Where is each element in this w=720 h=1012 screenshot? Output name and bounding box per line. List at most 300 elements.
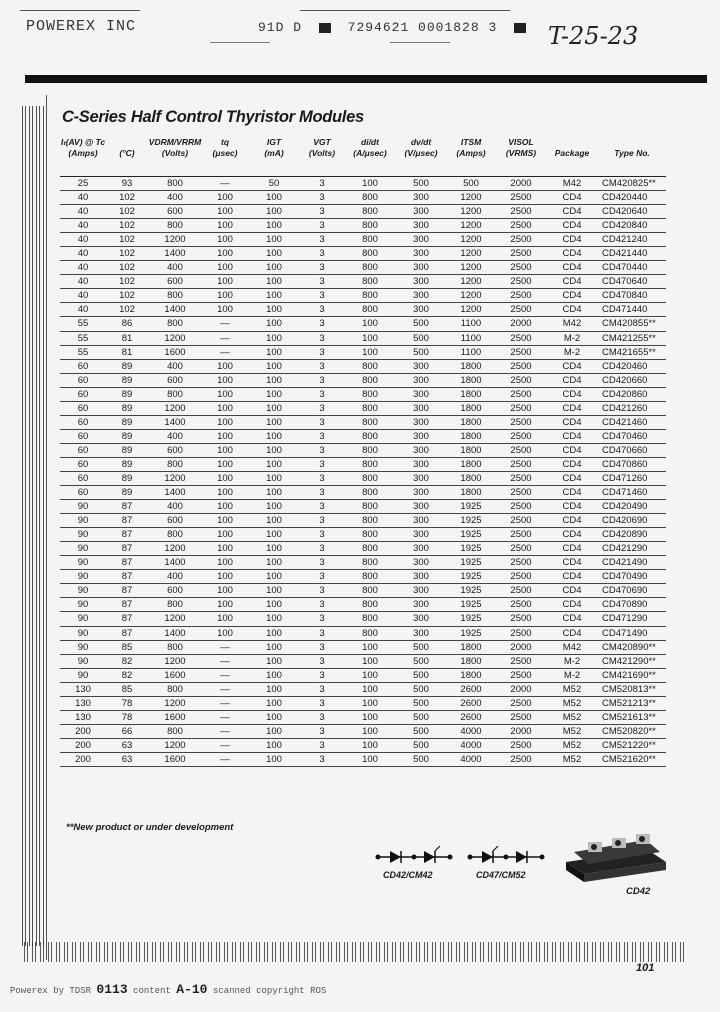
table-cell: 300 [396, 457, 446, 471]
col-didt: di/dt (A/μsec) [344, 137, 396, 177]
scan-header [0, 0, 720, 60]
table-cell: CD471290 [598, 612, 666, 626]
table-cell: 87 [106, 556, 148, 570]
table-cell: 500 [396, 682, 446, 696]
table-cell: 89 [106, 387, 148, 401]
table-body [60, 177, 666, 767]
table-cell: 3 [300, 191, 344, 205]
table-cell: 300 [396, 556, 446, 570]
table-row [60, 598, 666, 612]
table-cell: 2500 [496, 247, 546, 261]
table-cell: 200 [60, 752, 106, 766]
table-cell: 100 [344, 654, 396, 668]
table-cell: CD421440 [598, 247, 666, 261]
table-cell: 800 [344, 457, 396, 471]
table-cell: 90 [60, 514, 106, 528]
table-cell: 300 [396, 191, 446, 205]
table-row [60, 612, 666, 626]
table-cell: 1400 [148, 303, 202, 317]
table-row [60, 528, 666, 542]
table-cell: CD470440 [598, 261, 666, 275]
table-cell: 3 [300, 738, 344, 752]
table-cell: 2600 [446, 710, 496, 724]
table-cell: 90 [60, 542, 106, 556]
table-cell: 300 [396, 387, 446, 401]
table-cell: CM421255** [598, 331, 666, 345]
table-cell: CD470490 [598, 570, 666, 584]
table-cell: 2500 [496, 373, 546, 387]
table-cell: 3 [300, 500, 344, 514]
table-row [60, 486, 666, 500]
table-cell: 800 [148, 598, 202, 612]
table-cell: 300 [396, 415, 446, 429]
table-cell: 100 [248, 345, 300, 359]
diagram-label-cd47: CD47/CM52 [476, 870, 526, 880]
table-cell: 3 [300, 261, 344, 275]
table-cell: 800 [344, 626, 396, 640]
table-cell: 100 [202, 191, 248, 205]
table-cell: 3 [300, 612, 344, 626]
col-type-no: Type No. [598, 137, 666, 177]
col-igt: IGT (mA) [248, 137, 300, 177]
table-cell: 100 [248, 191, 300, 205]
table-cell: 60 [60, 387, 106, 401]
table-cell: 300 [396, 542, 446, 556]
table-cell: 400 [148, 261, 202, 275]
table-cell: — [202, 668, 248, 682]
table-cell: 200 [60, 724, 106, 738]
table-cell: 100 [248, 738, 300, 752]
table-cell: — [202, 654, 248, 668]
table-cell: 102 [106, 219, 148, 233]
table-cell: 100 [202, 401, 248, 415]
table-cell: 1200 [446, 275, 496, 289]
table-cell: CD4 [546, 486, 598, 500]
table-cell: CD4 [546, 429, 598, 443]
table-cell: 3 [300, 247, 344, 261]
table-cell: 100 [202, 387, 248, 401]
table-cell: CD4 [546, 275, 598, 289]
table-cell: CD471460 [598, 486, 666, 500]
table-cell: 100 [344, 738, 396, 752]
table-cell: 87 [106, 500, 148, 514]
table-row [60, 429, 666, 443]
table-cell: 102 [106, 275, 148, 289]
table-cell: 500 [396, 710, 446, 724]
table-cell: 100 [202, 598, 248, 612]
table-cell: 2000 [496, 682, 546, 696]
table-cell: 3 [300, 696, 344, 710]
table-cell: 200 [60, 738, 106, 752]
table-cell: CD470460 [598, 429, 666, 443]
table-row [60, 443, 666, 457]
table-cell: 800 [344, 289, 396, 303]
table-cell: 3 [300, 570, 344, 584]
col-vgt: VGT (Volts) [300, 137, 344, 177]
table-row [60, 387, 666, 401]
table-cell: 2500 [496, 261, 546, 275]
table-cell: 100 [202, 584, 248, 598]
table-cell: 100 [248, 387, 300, 401]
table-cell: 89 [106, 429, 148, 443]
table-row [60, 696, 666, 710]
table-cell: 2500 [496, 303, 546, 317]
table-cell: 130 [60, 710, 106, 724]
table-cell: 800 [344, 205, 396, 219]
table-cell: 89 [106, 359, 148, 373]
table-cell: 100 [248, 429, 300, 443]
table-cell: 50 [248, 177, 300, 191]
table-cell: 89 [106, 401, 148, 415]
table-cell: M52 [546, 682, 598, 696]
table-cell: 800 [344, 598, 396, 612]
table-cell: 600 [148, 584, 202, 598]
table-cell: CD4 [546, 219, 598, 233]
col-itsm: ITSM (Amps) [446, 137, 496, 177]
table-cell: CD421240 [598, 233, 666, 247]
table-row [60, 303, 666, 317]
table-row [60, 500, 666, 514]
thyristor-spec-table [60, 137, 666, 767]
table-cell: 800 [344, 612, 396, 626]
table-row [60, 471, 666, 485]
table-cell: 100 [248, 710, 300, 724]
table-cell: 1200 [148, 696, 202, 710]
table-cell: 1200 [148, 331, 202, 345]
table-cell: CD4 [546, 401, 598, 415]
table-cell: 100 [248, 514, 300, 528]
table-cell: 78 [106, 710, 148, 724]
table-cell: 3 [300, 331, 344, 345]
table-cell: 1925 [446, 528, 496, 542]
table-cell: 2500 [496, 654, 546, 668]
table-cell: 100 [202, 542, 248, 556]
table-cell: M-2 [546, 668, 598, 682]
table-cell: 100 [248, 570, 300, 584]
table-cell: 800 [344, 191, 396, 205]
table-cell: 1925 [446, 500, 496, 514]
table-cell: 100 [344, 710, 396, 724]
header-rule [210, 42, 270, 43]
table-cell: 1800 [446, 471, 496, 485]
table-cell: 100 [248, 471, 300, 485]
table-cell: 3 [300, 556, 344, 570]
table-row [60, 219, 666, 233]
table-cell: 3 [300, 654, 344, 668]
table-cell: CM420825** [598, 177, 666, 191]
table-cell: 1800 [446, 640, 496, 654]
table-cell: 100 [202, 514, 248, 528]
table-cell: 300 [396, 584, 446, 598]
table-cell: 60 [60, 401, 106, 415]
table-cell: 100 [248, 640, 300, 654]
table-cell: 85 [106, 640, 148, 654]
table-cell: 100 [248, 500, 300, 514]
table-cell: 800 [148, 682, 202, 696]
table-cell: 100 [248, 205, 300, 219]
table-cell: 87 [106, 514, 148, 528]
table-cell: CD4 [546, 205, 598, 219]
table-cell: 800 [148, 317, 202, 331]
table-cell: 2500 [496, 275, 546, 289]
table-cell: 1400 [148, 415, 202, 429]
table-cell: 100 [344, 752, 396, 766]
table-cell: 2500 [496, 359, 546, 373]
table-row [60, 752, 666, 766]
table-cell: CM421290** [598, 654, 666, 668]
table-cell: 300 [396, 247, 446, 261]
table-cell: 55 [60, 317, 106, 331]
table-cell: 1400 [148, 556, 202, 570]
table-cell: CD470660 [598, 443, 666, 457]
table-cell: CM521220** [598, 738, 666, 752]
table-cell: 63 [106, 752, 148, 766]
table-cell: M-2 [546, 345, 598, 359]
table-cell: 2500 [496, 219, 546, 233]
table-cell: 800 [344, 500, 396, 514]
table-row [60, 542, 666, 556]
table-cell: CD4 [546, 233, 598, 247]
table-cell: 100 [202, 626, 248, 640]
table-cell: — [202, 752, 248, 766]
table-cell: 3 [300, 177, 344, 191]
table-cell: CD420860 [598, 387, 666, 401]
table-cell: 25 [60, 177, 106, 191]
table-row [60, 401, 666, 415]
table-cell: CD4 [546, 556, 598, 570]
table-cell: CD4 [546, 261, 598, 275]
table-cell: 100 [202, 429, 248, 443]
table-cell: 1400 [148, 626, 202, 640]
table-cell: 1800 [446, 443, 496, 457]
table-cell: 500 [396, 724, 446, 738]
table-cell: 3 [300, 205, 344, 219]
table-cell: 1800 [446, 359, 496, 373]
table-cell: 2500 [496, 626, 546, 640]
table-cell: 100 [202, 219, 248, 233]
table-cell: 100 [202, 205, 248, 219]
header-rule [20, 10, 140, 11]
table-cell: 3 [300, 457, 344, 471]
table-cell: 100 [344, 668, 396, 682]
table-cell: 100 [248, 584, 300, 598]
table-cell: 89 [106, 443, 148, 457]
table-cell: 1925 [446, 542, 496, 556]
table-cell: 40 [60, 247, 106, 261]
table-cell: 60 [60, 443, 106, 457]
table-cell: CD421460 [598, 415, 666, 429]
footer-stamp: Powerex by TDSR 0113 content A-10 scanned copyright ROS [10, 982, 327, 997]
table-cell: 800 [344, 373, 396, 387]
table-cell: 2500 [496, 528, 546, 542]
table-cell: 100 [248, 303, 300, 317]
table-cell: CM520813** [598, 682, 666, 696]
table-cell: 87 [106, 542, 148, 556]
table-cell: CD4 [546, 289, 598, 303]
table-cell: CD4 [546, 542, 598, 556]
table-cell: 100 [202, 471, 248, 485]
table-cell: CD420840 [598, 219, 666, 233]
table-cell: 90 [60, 668, 106, 682]
table-cell: 100 [202, 247, 248, 261]
table-cell: 2500 [496, 331, 546, 345]
header-rule [300, 10, 510, 11]
table-cell: 2500 [496, 752, 546, 766]
table-cell: 82 [106, 654, 148, 668]
table-cell: 100 [248, 331, 300, 345]
col-vdrm: VDRM/VRRM (Volts) [148, 137, 202, 177]
table-cell: 2500 [496, 542, 546, 556]
table-cell: 100 [344, 682, 396, 696]
table-cell: 800 [344, 471, 396, 485]
table-row [60, 640, 666, 654]
table-cell: 300 [396, 598, 446, 612]
table-cell: — [202, 640, 248, 654]
table-cell: 2500 [496, 457, 546, 471]
table-cell: 600 [148, 443, 202, 457]
table-cell: 100 [202, 233, 248, 247]
table-cell: 3 [300, 486, 344, 500]
table-cell: 500 [396, 752, 446, 766]
table-cell: 89 [106, 457, 148, 471]
table-cell: 100 [202, 303, 248, 317]
table-cell: 1200 [148, 612, 202, 626]
table-cell: 1200 [148, 233, 202, 247]
table-cell: CD4 [546, 303, 598, 317]
table-cell: 300 [396, 275, 446, 289]
company-name: POWEREX INC [26, 18, 137, 35]
table-cell: CD470890 [598, 598, 666, 612]
table-cell: 100 [248, 219, 300, 233]
col-visol: VISOL (VRMS) [496, 137, 546, 177]
table-cell: CD4 [546, 471, 598, 485]
table-cell: 1200 [148, 654, 202, 668]
table-cell: 800 [344, 556, 396, 570]
table-cell: 1800 [446, 415, 496, 429]
table-cell: 300 [396, 514, 446, 528]
diagram-label-cd42: CD42/CM42 [383, 870, 433, 880]
table-cell: CM521213** [598, 696, 666, 710]
table-cell: 60 [60, 373, 106, 387]
table-cell: 90 [60, 612, 106, 626]
table-row [60, 233, 666, 247]
table-cell: 87 [106, 626, 148, 640]
table-cell: 800 [344, 401, 396, 415]
table-cell: 90 [60, 500, 106, 514]
table-cell: 3 [300, 415, 344, 429]
table-cell: 3 [300, 514, 344, 528]
table-cell: 400 [148, 191, 202, 205]
table-cell: M52 [546, 738, 598, 752]
table-cell: M-2 [546, 654, 598, 668]
table-cell: 2500 [496, 429, 546, 443]
table-cell: 100 [248, 724, 300, 738]
table-cell: 300 [396, 500, 446, 514]
table-cell: 100 [202, 289, 248, 303]
table-cell: 102 [106, 247, 148, 261]
table-cell: 800 [148, 177, 202, 191]
table-cell: 800 [148, 387, 202, 401]
table-cell: 60 [60, 415, 106, 429]
table-cell: 2500 [496, 668, 546, 682]
table-cell: 3 [300, 219, 344, 233]
table-cell: 2500 [496, 514, 546, 528]
table-cell: CM420890** [598, 640, 666, 654]
table-cell: 100 [248, 247, 300, 261]
table-cell: 100 [248, 668, 300, 682]
table-cell: — [202, 345, 248, 359]
table-cell: CD471490 [598, 626, 666, 640]
col-dvdt: dv/dt (V/μsec) [396, 137, 446, 177]
table-cell: 800 [344, 486, 396, 500]
table-cell: 300 [396, 401, 446, 415]
footnote: **New product or under development [66, 822, 234, 833]
table-cell: CD4 [546, 514, 598, 528]
table-cell: 100 [248, 373, 300, 387]
table-cell: 2600 [446, 682, 496, 696]
table-cell: 300 [396, 570, 446, 584]
table-cell: 63 [106, 738, 148, 752]
table-cell: CD4 [546, 443, 598, 457]
table-cell: CD470840 [598, 289, 666, 303]
table-cell: 1200 [446, 191, 496, 205]
table-cell: CD4 [546, 626, 598, 640]
table-cell: 100 [202, 500, 248, 514]
table-cell: 1925 [446, 514, 496, 528]
bottom-edge-lines [24, 942, 684, 962]
table-cell: 800 [148, 457, 202, 471]
table-cell: 102 [106, 303, 148, 317]
col-tq: tq (μsec) [202, 137, 248, 177]
table-cell: 800 [344, 233, 396, 247]
table-cell: 500 [396, 177, 446, 191]
table-cell: 2600 [446, 696, 496, 710]
table-cell: 40 [60, 219, 106, 233]
table-cell: 89 [106, 373, 148, 387]
table-cell: 1925 [446, 584, 496, 598]
table-cell: 1800 [446, 668, 496, 682]
table-cell: CD4 [546, 500, 598, 514]
table-cell: 102 [106, 191, 148, 205]
table-cell: CD421290 [598, 542, 666, 556]
table-cell: 2500 [496, 598, 546, 612]
table-cell: 40 [60, 191, 106, 205]
table-row [60, 359, 666, 373]
table-cell: CM521613** [598, 710, 666, 724]
table-row [60, 584, 666, 598]
table-cell: 1600 [148, 710, 202, 724]
table-cell: 400 [148, 570, 202, 584]
table-cell: 300 [396, 233, 446, 247]
table-row [60, 205, 666, 219]
table-cell: 3 [300, 387, 344, 401]
table-cell: 300 [396, 261, 446, 275]
table-cell: CD420690 [598, 514, 666, 528]
table-cell: 800 [148, 528, 202, 542]
table-cell: CD4 [546, 570, 598, 584]
table-cell: 3 [300, 233, 344, 247]
table-cell: 100 [344, 317, 396, 331]
table-row [60, 682, 666, 696]
handwritten-note: T-25-23 [548, 22, 639, 50]
table-cell: 1100 [446, 317, 496, 331]
table-cell: 2000 [496, 317, 546, 331]
table-cell: 300 [396, 626, 446, 640]
table-row [60, 177, 666, 191]
table-cell: 60 [60, 457, 106, 471]
table-row [60, 275, 666, 289]
table-cell: 100 [344, 331, 396, 345]
